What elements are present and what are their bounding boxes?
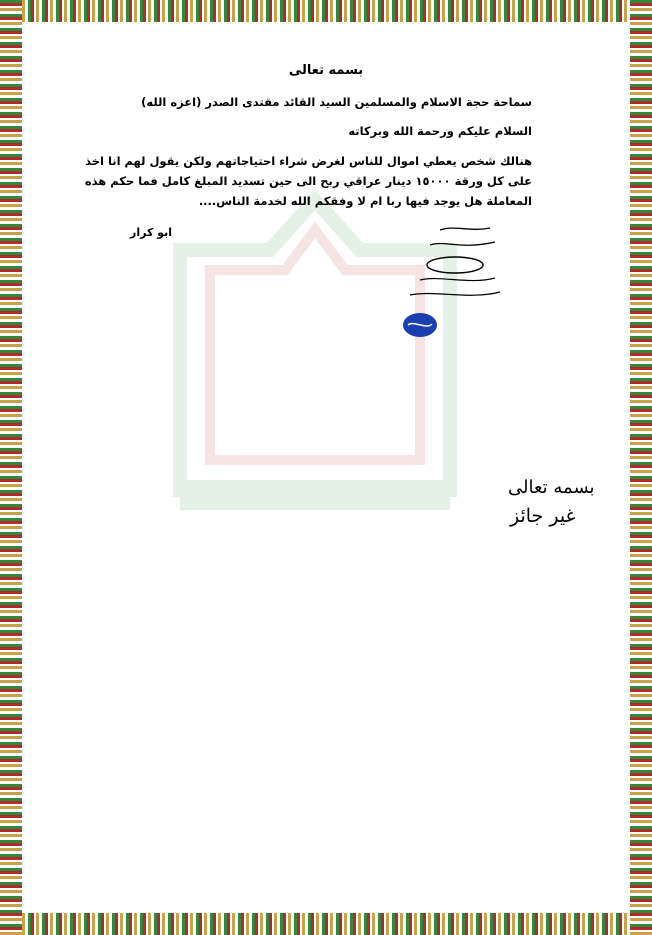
handwritten-reply-and-stamp bbox=[400, 220, 510, 340]
decorative-border-left bbox=[0, 0, 22, 935]
decorative-border-top bbox=[0, 0, 652, 22]
answer-header: بسمه تعالى bbox=[508, 477, 595, 498]
answer-ruling: غير جائز bbox=[510, 505, 576, 527]
letter-greeting: السلام عليكم ورحمة الله وبركاته bbox=[348, 124, 532, 138]
decorative-border-right bbox=[630, 0, 652, 935]
letter-signer: ابو كرار bbox=[130, 226, 172, 239]
decorative-border-bottom bbox=[0, 913, 652, 935]
letter-salutation: سماحة حجة الاسلام والمسلمين السيد القائد مقتدى الصدر (اعزه الله) bbox=[141, 95, 532, 109]
letter-question-line-3: المعاملة هل يوجد فيها ربا ام لا وفقكم الله لخدمة الناس.... bbox=[198, 194, 532, 208]
letter-title: بسمه تعالى bbox=[288, 63, 364, 78]
letter-question-line-2: على كل ورقة ١٥٠٠٠ دينار عراقي ربح الى حين تسديد المبلغ كامل فما حكم هذه bbox=[84, 174, 532, 188]
letter-question-line-1: هنالك شخص يعطي اموال للناس لغرض شراء احتياجاتهم ولكن يقول لهم انا اخذ bbox=[85, 154, 532, 168]
